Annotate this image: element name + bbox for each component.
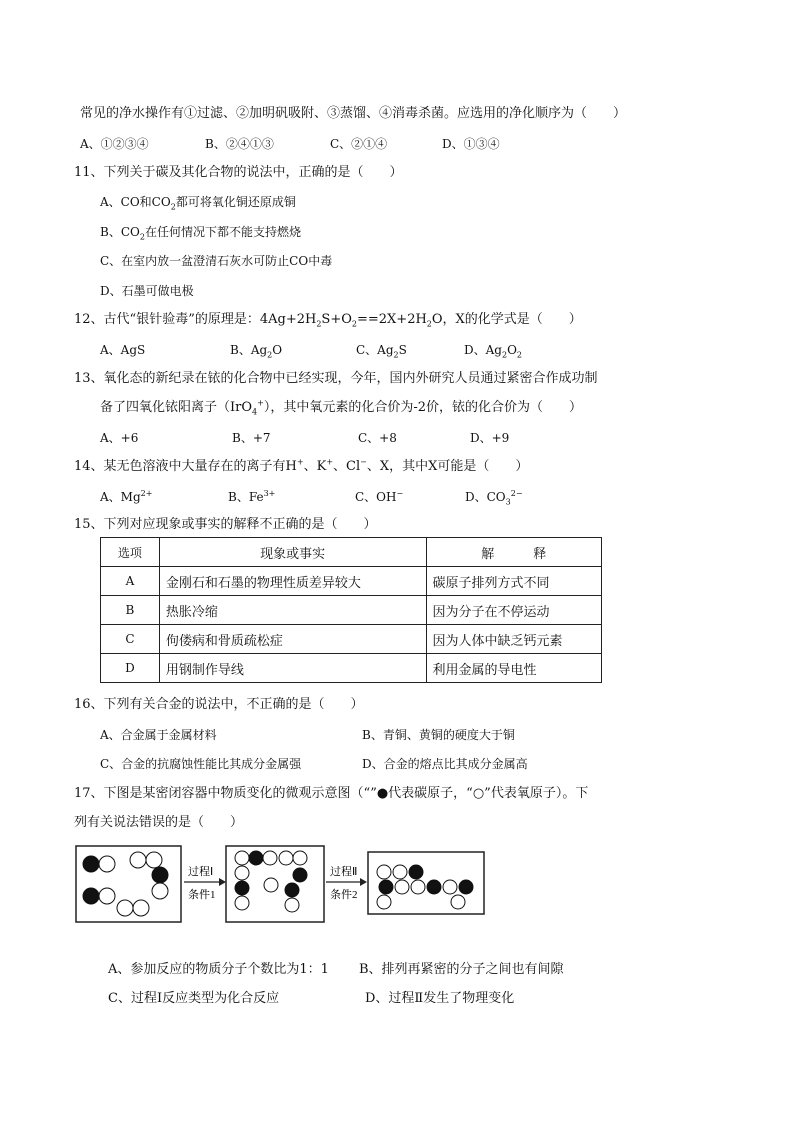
q13-line2: 备了四氧化铱阳离子（IrO$_4$+），其中氧元素的化合价为-2价，铱的化合价为（ ）	[100, 398, 582, 417]
carbon-atom	[379, 880, 393, 894]
q10-option-a: A、①②③④	[80, 137, 149, 151]
q12-option-c: C、$Ag_2S$	[356, 343, 407, 360]
q13-line1: 13、氧化态的新纪录在铱的化合物中已经实现，今年，国内外研究人员通过紧密合作成功制	[74, 371, 598, 386]
q11-option-a: A、CO和$CO_2$都可将氧化铜还原成铜	[100, 195, 296, 212]
oxygen-atom	[235, 866, 249, 880]
oxygen-atom	[235, 851, 249, 865]
q13-option-c: C、+8	[358, 431, 397, 445]
q14-option-c: C、OH−	[355, 489, 404, 504]
arrow1-bottom-label: 条件1	[188, 889, 216, 901]
oxygen-atom	[99, 888, 115, 904]
q15-stem: 15、下列对应现象或事实的解释不正确的是（ ）	[74, 517, 377, 532]
q17-option-a: A、参加反应的物质分子个数比为1：1	[108, 962, 329, 977]
oxygen-atom	[285, 898, 299, 912]
oxygen-atom	[263, 851, 277, 865]
q10-option-c: C、②①④	[330, 137, 388, 151]
q16-option-b: B、青铜、黄铜的硬度大于铜	[362, 728, 515, 742]
q10-stem: 常见的净水操作有①过滤、②加明矾吸附、③蒸馏、④消毒杀菌。应选用的净化顺序为（ ）	[80, 106, 627, 121]
q11-option-d: D、石墨可做电极	[100, 284, 194, 298]
q16-option-c: C、合金的抗腐蚀性能比其成分金属强	[100, 757, 302, 771]
q14-option-d: D、$CO_3^{2-}$	[465, 489, 523, 507]
q14-stem: 14、某无色溶液中大量存在的离子有H+、K+、Cl−、X，其中X可能是（ ）	[74, 457, 529, 474]
q13-option-d: D、+9	[470, 431, 510, 445]
oxygen-atom	[395, 880, 409, 894]
carbon-atom	[249, 851, 263, 865]
oxygen-atom	[130, 852, 146, 868]
oxygen-atom	[99, 856, 115, 872]
table-row	[101, 654, 602, 683]
oxygen-atom	[377, 865, 391, 879]
q12-stem: 12、古代“银针验毒”的原理是：$4Ag+2H_2S+O_2==2X+2H_2O$，X的化学式是（ ）	[74, 312, 582, 329]
carbon-atom	[83, 856, 99, 872]
oxygen-atom	[279, 851, 293, 865]
table-cell: 因为人体中缺乏钙元素	[426, 625, 601, 654]
q13-option-a: A、+6	[100, 431, 139, 445]
carbon-atom	[285, 883, 299, 897]
q11-option-b: B、$CO_2$在任何情况下都不能支持燃烧	[100, 225, 301, 242]
table-cell: D	[101, 654, 160, 683]
table-header-row	[101, 538, 602, 567]
table-row	[101, 625, 602, 654]
arrow1-top-label: 过程Ⅰ	[188, 866, 214, 878]
q13-option-b: B、+7	[232, 431, 271, 445]
carbon-atom	[409, 865, 423, 879]
q12-option-d: D、$Ag_2O_2$	[464, 343, 523, 360]
table-cell: 热胀冷缩	[159, 596, 426, 625]
oxygen-atom	[133, 900, 149, 916]
table-header-cell: 选项	[101, 538, 160, 567]
table-cell: 碳原子排列方式不同	[426, 567, 601, 596]
q12-option-b: B、$Ag_2O$	[230, 343, 283, 360]
carbon-atom	[293, 868, 307, 882]
table-header-cell: 解 释	[426, 538, 601, 567]
table-cell: B	[101, 596, 160, 625]
carbon-atom	[235, 881, 249, 895]
table-cell: A	[101, 567, 160, 596]
oxygen-atom	[117, 900, 133, 916]
q16-option-d: D、合金的熔点比其成分金属高	[362, 757, 528, 771]
oxygen-atom	[152, 883, 168, 899]
arrow2-top-label: 过程Ⅱ	[330, 866, 358, 878]
oxygen-atom	[264, 878, 278, 892]
table-cell: C	[101, 625, 160, 654]
table-cell: 因为分子在不停运动	[426, 596, 601, 625]
table-cell: 佝偻病和骨质疏松症	[159, 625, 426, 654]
q12-option-a: A、AgS	[100, 343, 146, 357]
arrow1-head	[219, 878, 226, 886]
carbon-atom	[152, 867, 168, 883]
table-cell: 用钢制作导线	[159, 654, 426, 683]
oxygen-atom	[411, 880, 425, 894]
oxygen-atom	[377, 895, 391, 909]
oxygen-atom	[451, 895, 465, 909]
table-cell: 利用金属的导电性	[426, 654, 601, 683]
q11-option-c: C、在室内放一盆澄清石灰水可防止CO中毒	[100, 254, 333, 268]
q17-option-c: C、过程Ⅰ反应类型为化合反应	[108, 991, 280, 1006]
carbon-atom	[83, 888, 99, 904]
q17-line1: 17、下图是某密闭容器中物质变化的微观示意图（“”●代表碳原子，“○”代表氧原子）。下	[74, 786, 589, 801]
q16-stem: 16、下列有关合金的说法中，不正确的是（ ）	[74, 697, 364, 712]
q17-option-b: B、排列再紧密的分子之间也有间隙	[359, 962, 564, 977]
q14-option-a: A、$Mg^{2+}$	[100, 489, 153, 504]
q10-option-d: D、①③④	[442, 137, 500, 151]
oxygen-atom	[393, 865, 407, 879]
table-row	[101, 567, 602, 596]
oxygen-atom	[235, 896, 249, 910]
arrow2-bottom-label: 条件2	[330, 889, 358, 901]
q16-option-a: A、合金属于金属材料	[100, 728, 217, 742]
q15-table	[100, 537, 602, 683]
oxygen-atom	[293, 851, 307, 865]
table-cell: 金刚石和石墨的物理性质差异较大	[159, 567, 426, 596]
q11-stem: 11、下列关于碳及其化合物的说法中，正确的是（ ）	[74, 165, 403, 180]
carbon-atom	[459, 880, 473, 894]
q17-option-d: D、过程Ⅱ发生了物理变化	[365, 991, 515, 1006]
q10-option-b: B、②④①③	[205, 137, 274, 151]
table-header-cell: 现象或事实	[159, 538, 426, 567]
table-row	[101, 596, 602, 625]
oxygen-atom	[146, 852, 162, 868]
arrow2-head	[360, 878, 367, 886]
carbon-atom	[427, 880, 441, 894]
molecule-diagram	[74, 838, 606, 926]
q17-line2: 列有关说法错误的是（ ）	[74, 815, 244, 830]
oxygen-atom	[443, 880, 457, 894]
q14-option-b: B、$Fe^{3+}$	[228, 489, 276, 504]
